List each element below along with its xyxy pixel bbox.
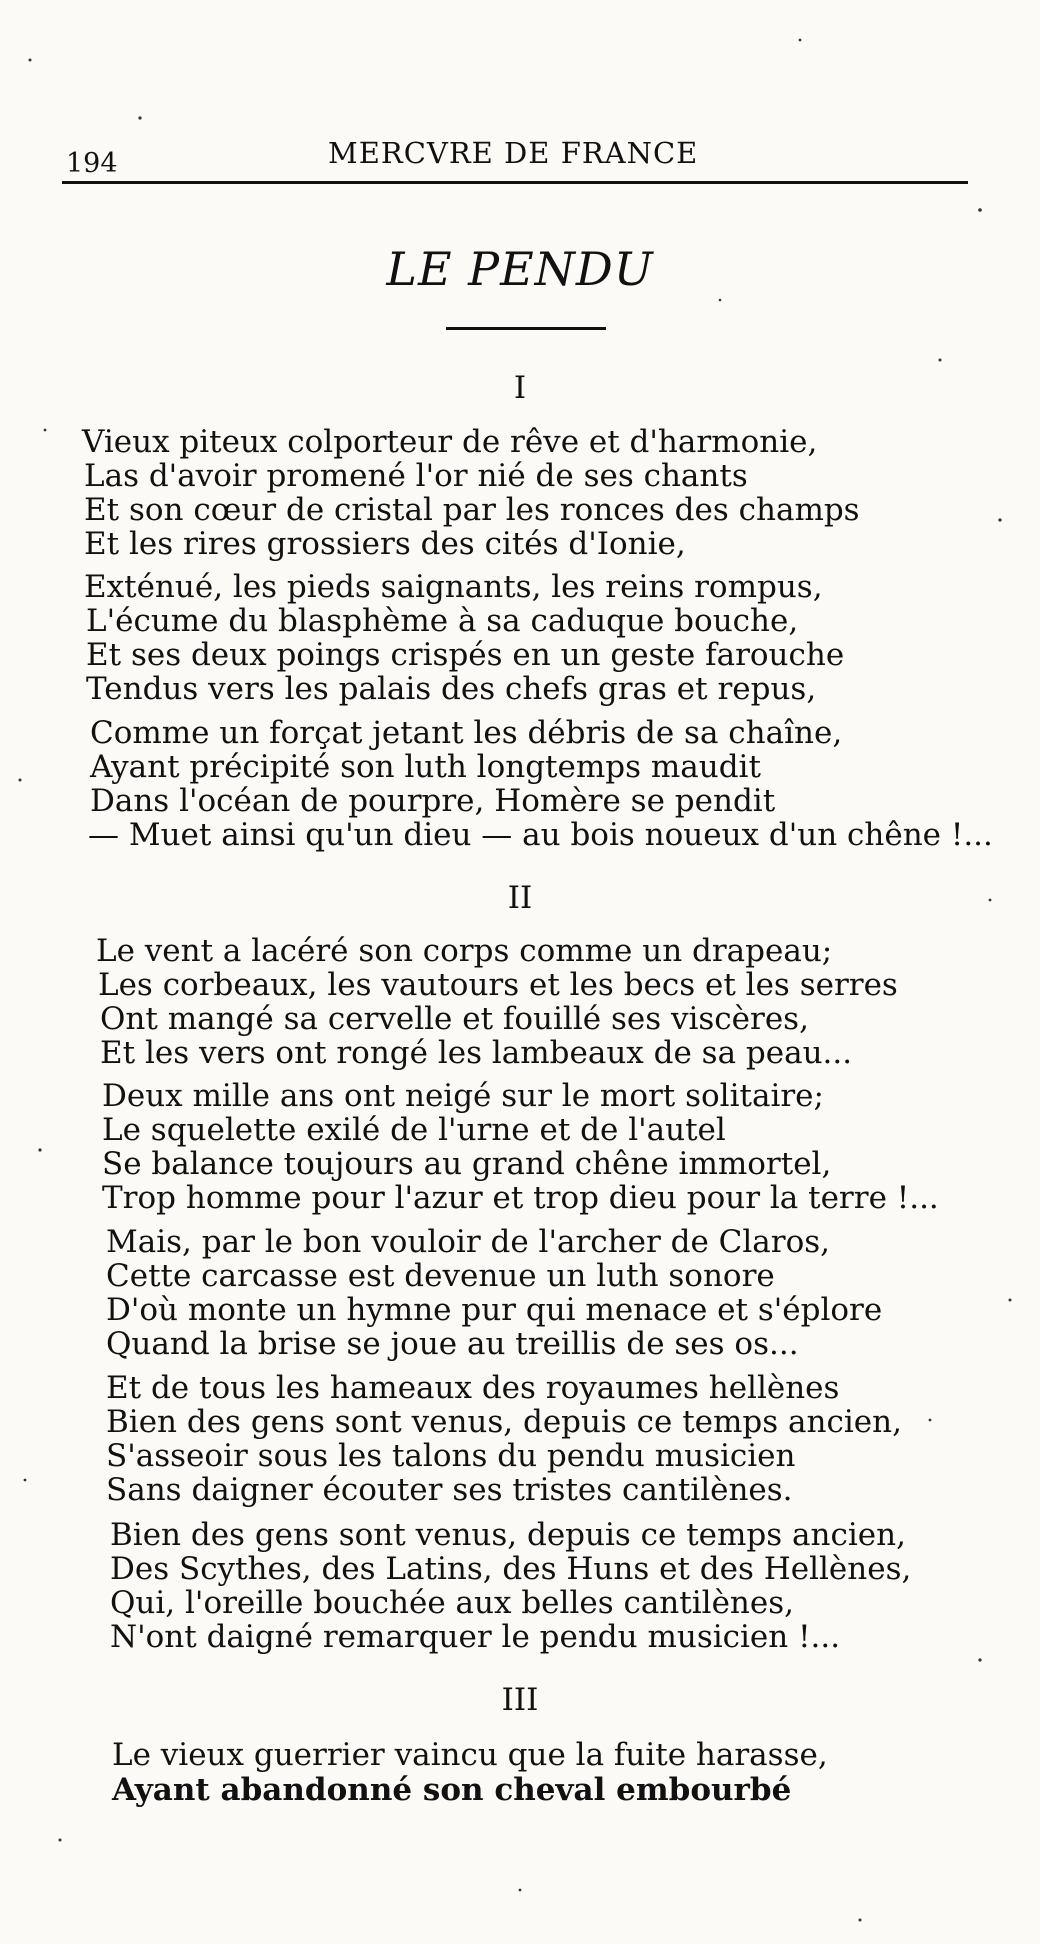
verse-line: Cette carcasse est devenue un luth sonore (106, 1258, 775, 1294)
journal-title: MERCVRE DE FRANCE (328, 136, 699, 170)
verse-line: D'où monte un hymne pur qui menace et s'éplore (106, 1292, 883, 1328)
verse-line: Qui, l'oreille bouchée aux belles cantilènes, (110, 1585, 794, 1621)
verse-line: Se balance toujours au grand chêne immortel, (102, 1146, 832, 1182)
verse-line: Le squelette exilé de l'urne et de l'autel (102, 1112, 726, 1148)
verse-line: Ont mangé sa cervelle et fouillé ses viscères, (100, 1001, 809, 1037)
header-rule (62, 181, 968, 184)
verse-line: Ayant abandonné son cheval embourbé (112, 1772, 792, 1808)
title-rule (446, 327, 606, 330)
verse-line: Deux mille ans ont neigé sur le mort solitaire; (102, 1078, 824, 1114)
section-numeral-ii: II (507, 880, 533, 916)
verse-line: Trop homme pour l'azur et trop dieu pour la terre !... (102, 1180, 939, 1216)
running-head (62, 128, 972, 179)
verse-line: Las d'avoir promené l'or nié de ses chants (84, 458, 748, 494)
verse-line: Bien des gens sont venus, depuis ce temps ancien, (106, 1404, 902, 1440)
verse-line: Vieux piteux colporteur de rêve et d'harmonie, (82, 424, 818, 460)
verse-line: Les corbeaux, les vautours et les becs et les serres (98, 967, 898, 1003)
verse-line: Ayant précipité son luth longtemps maudit (90, 749, 761, 785)
verse-line: N'ont daigné remarquer le pendu musicien !... (110, 1619, 841, 1655)
verse-line: Et les vers ont rongé les lambeaux de sa peau... (100, 1035, 853, 1071)
verse-line: Bien des gens sont venus, depuis ce temps ancien, (110, 1517, 906, 1553)
verse-line: — Muet ainsi qu'un dieu — au bois noueux d'un chêne !... (88, 817, 993, 853)
verse-line: Et son cœur de cristal par les ronces des champs (84, 492, 860, 528)
verse-line: Mais, par le bon vouloir de l'archer de Claros, (106, 1224, 831, 1260)
verse-line: Le vieux guerrier vaincu que la fuite harasse, (112, 1737, 828, 1773)
section-numeral-i: I (513, 370, 527, 406)
poem-title: LE PENDU (386, 242, 654, 296)
verse-line: Dans l'océan de pourpre, Homère se pendit (90, 783, 776, 819)
verse-line: Sans daigner écouter ses tristes cantilènes. (106, 1472, 793, 1508)
verse-line: L'écume du blasphème à sa caduque bouche, (86, 603, 799, 639)
verse-line: Comme un forçat jetant les débris de sa chaîne, (90, 715, 843, 751)
verse-line: Le vent a lacéré son corps comme un drapeau; (96, 933, 833, 969)
verse-line: Tendus vers les palais des chefs gras et repus, (86, 671, 817, 707)
page-number: 194 (66, 148, 118, 179)
section-numeral-iii: III (501, 1682, 539, 1718)
verse-line: Quand la brise se joue au treillis de ses os... (106, 1326, 799, 1362)
verse-line: Et de tous les hameaux des royaumes hellènes (106, 1370, 840, 1406)
verse-line: S'asseoir sous les talons du pendu musicien (106, 1438, 796, 1474)
verse-line: Des Scythes, des Latins, des Huns et des Hellènes, (110, 1551, 912, 1587)
verse-line: Et les rires grossiers des cités d'Ionie, (84, 526, 686, 562)
verse-line: Et ses deux poings crispés en un geste farouche (86, 637, 845, 673)
verse-line: Exténué, les pieds saignants, les reins rompus, (84, 569, 823, 605)
